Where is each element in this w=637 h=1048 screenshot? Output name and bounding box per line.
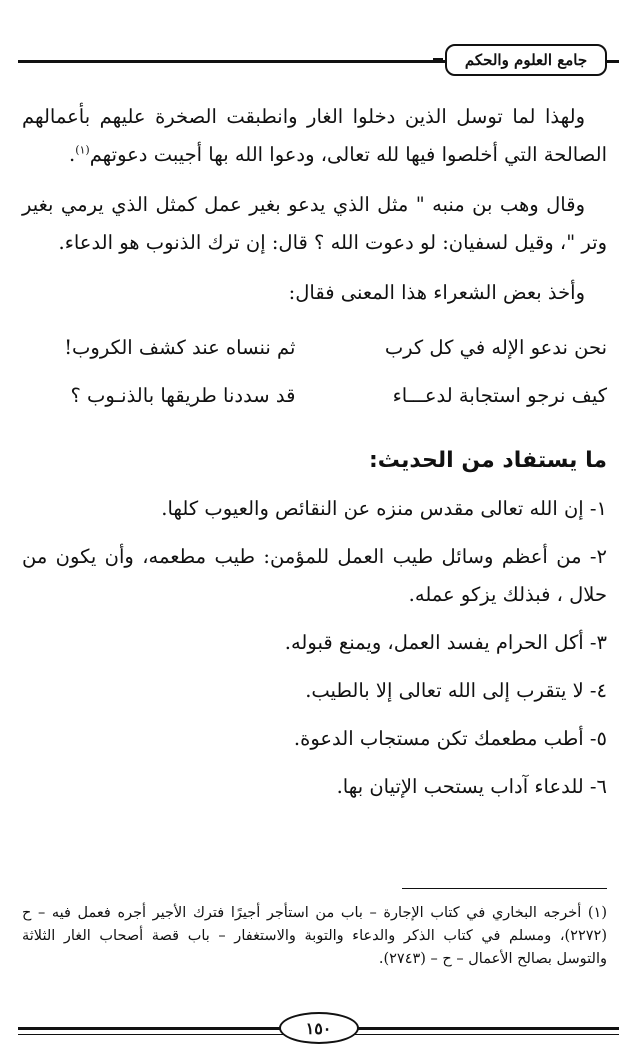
poem-verse: [22, 372, 607, 420]
poem: [22, 324, 607, 420]
list-item: ٢- من أعظم وسائل طيب العمل للمؤمن: طيب مطعمه، وأن يكون من حلال ، فبذلك يزكو عمله.: [22, 545, 607, 606]
page-footer: [18, 1008, 619, 1048]
list-item: ٥- أطب مطعمك تكن مستجاب الدعوة.: [293, 727, 607, 750]
footnote: (١) أخرجه البخاري في كتاب الإجارة – باب من استأجر أجيرًا فترك الأجير أجره فعمل فيه – ح (٢٢٧٢)، ومسلم في كتاب الذكر والدعاء والتوبة والاستغفار – باب قصة أصحاب الغار الثلاثة والتوسل بصالح الأعمال – ح – (٢٧٤٣).: [22, 905, 607, 967]
paragraph-1-end: .: [68, 143, 76, 166]
list-item: ٦- للدعاء آداب يستحب الإتيان بها.: [336, 775, 607, 798]
page-header: [18, 38, 619, 82]
paragraph-2: وقال وهب بن منبه " مثل الذي يدعو بغير عمل كمثل الذي يرمي بغير وتر "، وقيل لسفيان: لو دعوت الله ؟ قال: إن ترك الذنوب هو الدعاء.: [22, 193, 607, 254]
poem-hemistich-second: قد سددنا طريقها بالذنـوب ؟: [70, 384, 296, 407]
page-number: [279, 1012, 359, 1044]
list-item: ٣- أكل الحرام يفسد العمل، ويمنع قبوله.: [284, 631, 607, 654]
list-item: ٤- لا يتقرب إلى الله تعالى إلا بالطيب.: [305, 679, 607, 702]
running-title: [445, 44, 607, 76]
poem-hemistich-first: كيف نرجو استجابة لدعـــاء: [392, 384, 607, 407]
poem-hemistich-first: نحن ندعو الإله في كل كرب: [384, 336, 607, 359]
paragraph-1: [22, 98, 607, 174]
list-item: ١- إن الله تعالى مقدس منزه عن النقائص والعيوب كلها.: [161, 497, 607, 520]
main-text: [22, 98, 607, 816]
poem-hemistich-second: ثم ننساه عند كشف الكروب!: [64, 336, 296, 359]
running-title-text: جامع العلوم والحكم: [464, 51, 588, 69]
page-number-text: ١٥٠: [305, 1018, 332, 1038]
paragraph-3: وأخذ بعض الشعراء هذا المعنى فقال:: [288, 281, 585, 304]
footnote-ref: (١): [75, 143, 90, 157]
paragraph-1-text: ولهذا لما توسل الذين دخلوا الغار وانطبقت الصخرة عليهم بأعمالهم الصالحة التي أخلصوا فيها لله تعالى، ودعوا الله بها أجيبت دعوتهم: [22, 105, 607, 166]
footnote-separator: [402, 888, 607, 889]
section-title: ما يستفاد من الحديث:: [368, 448, 607, 473]
poem-verse: [22, 324, 607, 372]
